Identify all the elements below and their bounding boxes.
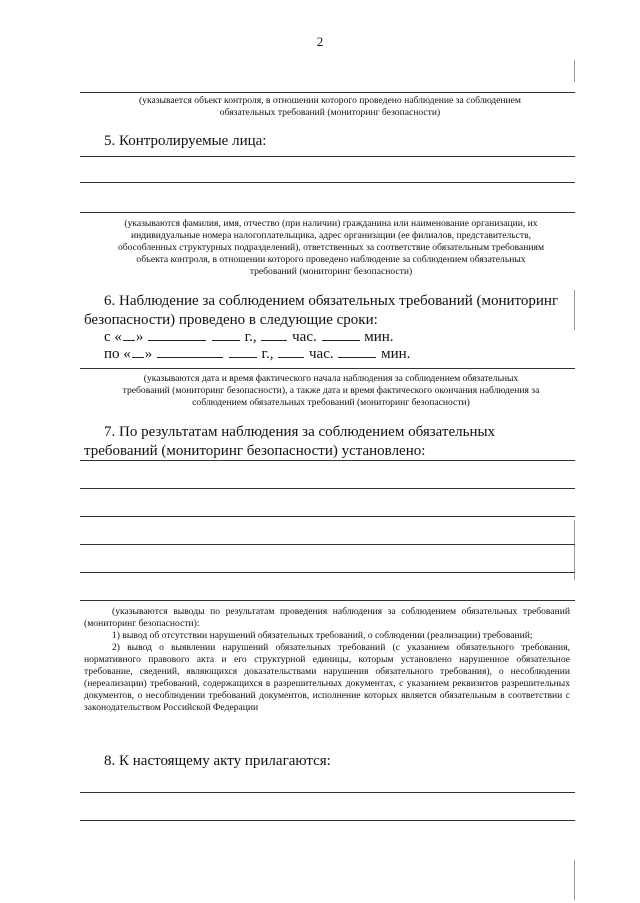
note-section5: (указываются фамилия, имя, отчество (при наличии) гражданина или наименование организации, их индивидуальные номера налогоплательщика, адрес организации (ее филиалов, представительств, обособленных структурных подразделений), ответственных за соответствие обязательным требованиям объекта контроля, в отношении которого проведено наблюдение за соблюдением обязательных требований (мониторинг безопасности) xyxy=(117,218,545,277)
page-number: 2 xyxy=(316,34,324,49)
fill-line xyxy=(80,460,575,461)
fill-line xyxy=(80,182,575,183)
fill-line xyxy=(80,156,575,157)
scan-edge xyxy=(574,60,575,82)
section7-heading: 7. По результатам наблюдения за соблюдением обязательных требований (мониторинг безопасности) установлено: xyxy=(84,424,496,459)
fill-line xyxy=(80,572,575,573)
section8-heading: 8. К настоящему акту прилагаются: xyxy=(104,753,331,769)
fill-line xyxy=(80,600,575,601)
fill-line xyxy=(80,544,575,545)
fill-line xyxy=(80,820,575,821)
scan-edge xyxy=(574,860,575,900)
fill-line xyxy=(80,516,575,517)
fill-line xyxy=(80,212,575,213)
fill-line xyxy=(80,92,575,93)
date-from-row: с « » г., час. мин. xyxy=(104,329,394,345)
fill-line xyxy=(80,792,575,793)
date-to-row: по « » г., час. мин. xyxy=(104,346,411,362)
fill-line xyxy=(80,488,575,489)
note-section7: (указываются выводы по результатам проведения наблюдения за соблюдением обязательных требований (мониторинг безопасности): 1) вывод об отсутствии нарушений обязательных требований, о соблюдении (реализации) требований; 2) вывод о выявлении нарушений обязательных требований (с указанием обязательного требования, нормативного правового акта и его структурной единицы, которым установлено нарушенное обязательное требование, сведений, являющихся доказательствами нарушения обязательного требования), о несоблюдении (нереализации) требований, содержащихся в разрешительных документах, с указанием реквизитов разрешительных документов, о несоблюдении требований документов, исполнение которых является обязательным в соответствии с законодательством Российской Федерации xyxy=(84,606,570,713)
scan-edge xyxy=(574,520,575,580)
note-section6: (указываются дата и время фактического начала наблюдения за соблюдением обязательных требований (мониторинг безопасности), а также дата и время фактического окончания наблюдения за соблюдением обязательных требований (мониторинг безопасности) xyxy=(122,373,540,408)
section5-heading: 5. Контролируемые лица: xyxy=(104,133,267,149)
fill-line xyxy=(80,368,575,369)
section6-heading: 6. Наблюдение за соблюдением обязательных требований (мониторинг безопасности) проведено в следующие сроки: xyxy=(84,293,559,328)
note-object: (указывается объект контроля, в отношении которого проведено наблюдение за соблюдением обязательных требований (мониторинг безопасности) xyxy=(138,95,522,118)
